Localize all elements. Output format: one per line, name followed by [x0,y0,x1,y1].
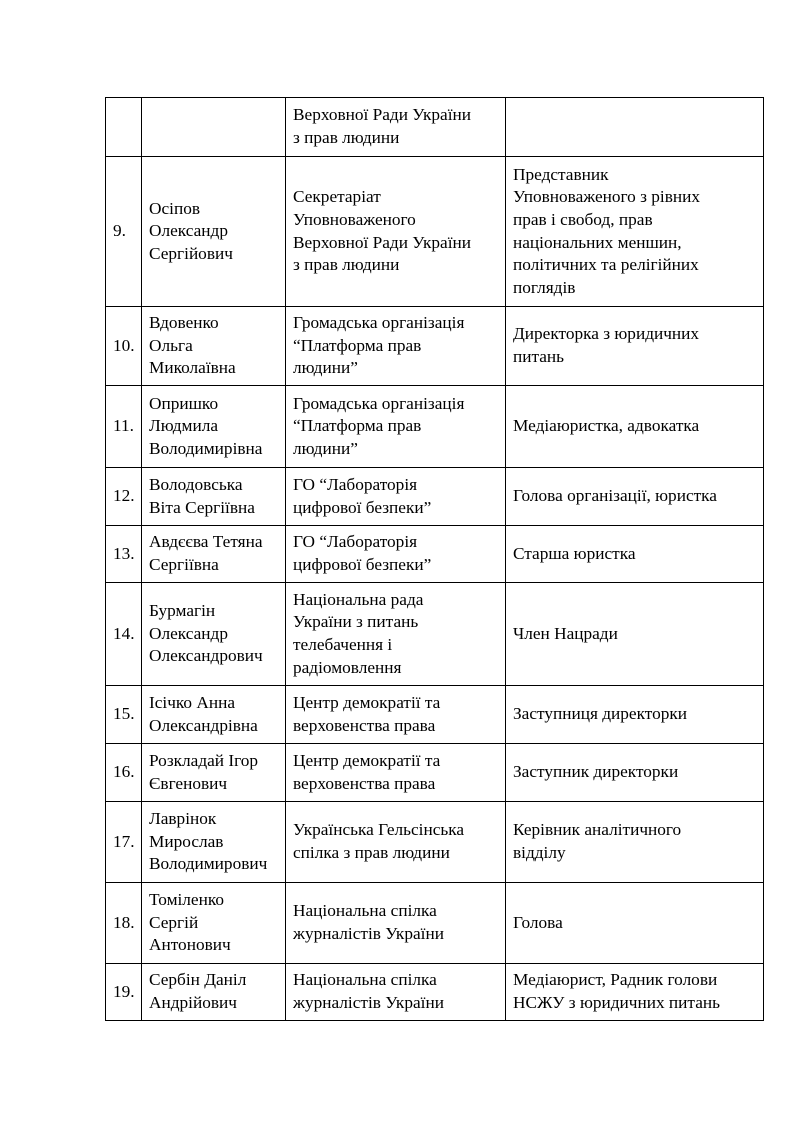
position [506,98,764,157]
person-name: Осіпов Олександр Сергійович [142,157,286,307]
row-number [106,98,142,157]
table-row [106,386,764,468]
person-name: Вдовенко Ольга Миколаївна [142,307,286,386]
table-row [106,583,764,686]
position: Голова [506,883,764,964]
row-number: 10. [106,307,142,386]
table-row [106,98,764,157]
position: Заступник директорки [506,744,764,802]
table-row [106,526,764,583]
organization: Центр демократії та верховенства права [286,744,506,802]
position: Заступниця директорки [506,686,764,744]
organization: Національна спілка журналістів України [286,964,506,1021]
organization: Національна рада України з питань телебачення і радіомовлення [286,583,506,686]
person-name: Опришко Людмила Володимирівна [142,386,286,468]
row-number: 11. [106,386,142,468]
person-name: Володовська Віта Сергіївна [142,468,286,526]
person-name [142,98,286,157]
person-name: Сербін Даніл Андрійович [142,964,286,1021]
person-name: Лаврінок Мирослав Володимирович [142,802,286,883]
person-name: Бурмагін Олександр Олександрович [142,583,286,686]
organization: Верховної Ради України з прав людини [286,98,506,157]
position: Директорка з юридичних питань [506,307,764,386]
table-row [106,157,764,307]
position: Представник Уповноваженого з рівних прав і свобод, прав національних меншин, політичних та релігійних поглядів [506,157,764,307]
table-row [106,883,764,964]
position: Медіаюристка, адвокатка [506,386,764,468]
row-number: 15. [106,686,142,744]
position: Керівник аналітичного відділу [506,802,764,883]
organization: Центр демократії та верховенства права [286,686,506,744]
person-name: Розкладай Ігор Євгенович [142,744,286,802]
person-name: Ісічко Анна Олександрівна [142,686,286,744]
organization: Українська Гельсінська спілка з прав людини [286,802,506,883]
row-number: 12. [106,468,142,526]
table-row [106,307,764,386]
organization: ГО “Лабораторія цифрової безпеки” [286,468,506,526]
row-number: 19. [106,964,142,1021]
position: Старша юристка [506,526,764,583]
organization: ГО “Лабораторія цифрової безпеки” [286,526,506,583]
table-row [106,686,764,744]
organization: Громадська організація “Платформа прав людини” [286,386,506,468]
table-row [106,964,764,1021]
position: Голова організації, юристка [506,468,764,526]
row-number: 16. [106,744,142,802]
person-name: Авдєєва Тетяна Сергіївна [142,526,286,583]
position: Член Нацради [506,583,764,686]
position: Медіаюрист, Радник голови НСЖУ з юридичних питань [506,964,764,1021]
participants-table [105,97,764,1021]
table-row [106,744,764,802]
organization: Національна спілка журналістів України [286,883,506,964]
row-number: 17. [106,802,142,883]
row-number: 14. [106,583,142,686]
table-row [106,802,764,883]
organization: Секретаріат Уповноваженого Верховної Ради України з прав людини [286,157,506,307]
table-row [106,468,764,526]
row-number: 18. [106,883,142,964]
row-number: 13. [106,526,142,583]
person-name: Томіленко Сергій Антонович [142,883,286,964]
organization: Громадська організація “Платформа прав людини” [286,307,506,386]
row-number: 9. [106,157,142,307]
